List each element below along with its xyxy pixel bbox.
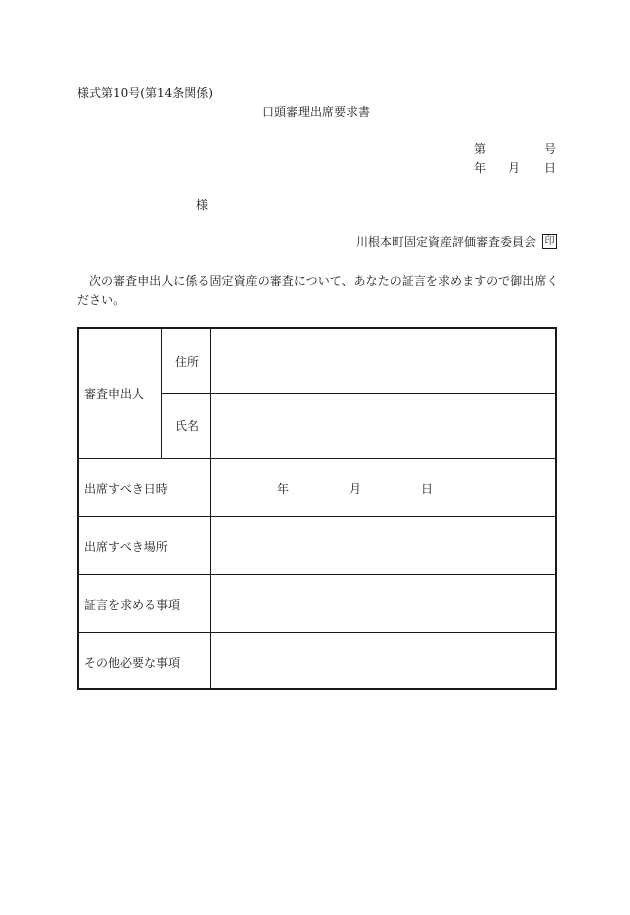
request-form-table <box>77 327 557 690</box>
table-divider-address-name <box>161 393 555 394</box>
datetime-month: 月 <box>349 482 362 496</box>
applicant-label: 審査申出人 <box>84 387 145 401</box>
table-divider-datetime-place <box>79 516 555 517</box>
number-suffix: 号 <box>543 142 556 156</box>
date-day: 日 <box>543 161 556 175</box>
table-divider-applicant-datetime <box>79 458 555 459</box>
form-number: 様式第10号(第14条関係) <box>77 86 213 100</box>
number-prefix: 第 <box>474 142 487 156</box>
datetime-day: 日 <box>421 482 434 496</box>
document-title: 口頭審理出席要求書 <box>262 105 371 119</box>
table-divider-place-testimony <box>79 574 555 575</box>
name-label: 氏名 <box>175 419 200 433</box>
attendance-datetime-label: 出席すべき日時 <box>84 482 168 496</box>
attendance-place-label: 出席すべき場所 <box>84 540 168 554</box>
date-year: 年 <box>474 161 487 175</box>
addressee-honorific: 様 <box>196 198 209 212</box>
table-divider-testimony-other <box>79 632 555 633</box>
document-date-line <box>474 162 556 175</box>
request-body-text: 次の審査申出人に係る固定資産の審査について、あなたの証言を求めますので御出席ください。 <box>77 274 559 307</box>
sender-committee: 川根本町固定資産評価審査委員会 <box>356 235 537 249</box>
seal-mark: 印 <box>542 234 557 249</box>
document-number-line <box>474 143 556 156</box>
address-label: 住所 <box>175 355 200 369</box>
other-items-label: その他必要な事項 <box>84 656 181 670</box>
table-vertical-line-main <box>210 329 211 688</box>
date-month: 月 <box>508 161 521 175</box>
datetime-year: 年 <box>277 482 290 496</box>
testimony-items-label: 証言を求める事項 <box>84 598 181 612</box>
